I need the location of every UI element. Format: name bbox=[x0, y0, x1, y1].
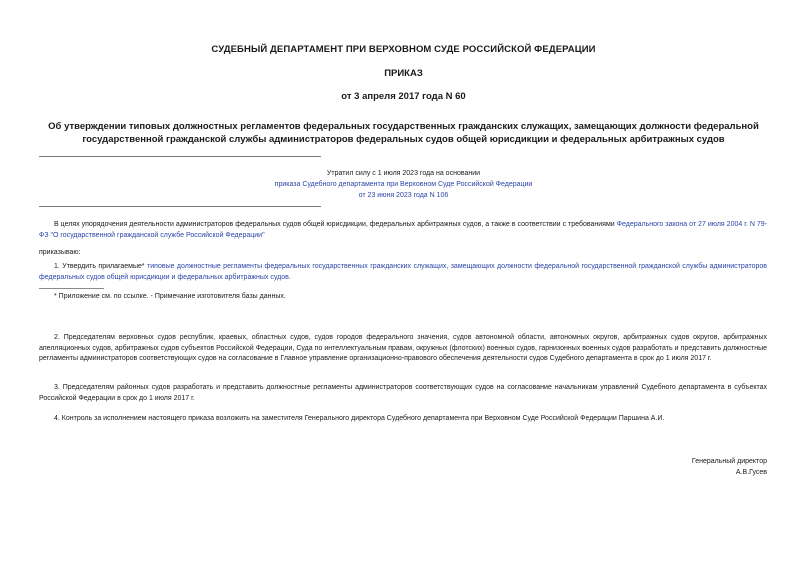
signature-block bbox=[567, 456, 767, 478]
document-date-number: от 3 апреля 2017 года N 60 bbox=[341, 91, 466, 102]
item-2-paragraph: 2. Председателям верховных судов республик, краевых, областных судов, судов городов федерального значения, судов автономной области, автономных округов, арбитражных судов округов, арбитражных апелляционных судов, арбитражных судов субъектов Российской Федерации, Суда по интеллектуальным правам, окружных (флотских) военных судов, гарнизонных военных судов разработать и представить должностные регламенты администраторов соответствующих судов на согласование в Главное управление организационно-правового обеспечения деятельности судов Судебного департамента в срок до 1 июля 2017 г. bbox=[39, 334, 767, 362]
repeal-order-link[interactable]: приказа Судебного департамента при Верховном Суде Российской Федерации от 23 июня 2023 года N 106 bbox=[274, 181, 533, 199]
footnote-rule bbox=[39, 288, 104, 289]
federal-law-link[interactable]: Федерального закона от 27 июля 2004 г. N 79-ФЗ "О государственной гражданской службе Российской Федерации" bbox=[39, 221, 767, 239]
title-line-1: Об утверждении типовых должностных регламентов федеральных государственных гражданских служащих, замещающих должности федеральной bbox=[48, 121, 759, 132]
divider-bottom bbox=[39, 206, 321, 207]
signatory-position: Генеральный директор bbox=[691, 458, 767, 465]
footnote-text: * Приложение см. по ссылке. - Примечание изготовителя базы данных. bbox=[54, 293, 286, 300]
order-word: приказываю: bbox=[39, 249, 81, 256]
organization-heading: СУДЕБНЫЙ ДЕПАРТАМЕНТ ПРИ ВЕРХОВНОМ СУДЕ РОССИЙСКОЙ ФЕДЕРАЦИИ bbox=[211, 44, 596, 55]
document-title bbox=[0, 120, 807, 146]
document-type: ПРИКАЗ bbox=[384, 68, 423, 79]
status-note-text: Утратил силу с 1 июля 2023 года на основании bbox=[326, 170, 481, 177]
title-line-2: государственной гражданской службы администраторов федеральных судов общей юрисдикции и федеральных арбитражных судов bbox=[82, 134, 725, 145]
item-3-paragraph: 3. Председателям районных судов разработать и представить должностные регламенты администраторов соответствующих судов на согласование начальникам управлений Судебного департамента в субъектах Российской Федерации в срок до 1 июля 2017 г. bbox=[39, 384, 767, 402]
preamble-paragraph: В целях упорядочения деятельности администраторов федеральных судов общей юрисдикции, федеральных арбитражных судов, а также в соответствии с требованиями Федерального закона от 27 июля 2004 г. N 79-ФЗ "О государственной гражданской службе Российской Федерации" bbox=[39, 221, 767, 239]
item-4-paragraph: 4. Контроль за исполнением настоящего приказа возложить на заместителя Генерального директора Судебного департамента при Верховном Суде Российской Федерации Паршина А.И. bbox=[54, 415, 665, 422]
status-note bbox=[0, 168, 807, 201]
regulations-link[interactable]: типовые должностные регламенты федеральных государственных гражданских служащих, замещающих должности федеральной государственной гражданской службы администраторов федеральных судов общей юрисдикции и федеральных арбитражных судов bbox=[39, 263, 768, 281]
item-1-paragraph: 1. Утвердить прилагаемые* типовые должностные регламенты федеральных государственных гражданских служащих, замещающих должности федеральной государственной гражданской службы администраторов федеральных судов общей юрисдикции и федеральных арбитражных судов. bbox=[39, 263, 768, 281]
divider-top bbox=[39, 156, 321, 157]
signatory-name: А.В.Гусев bbox=[735, 469, 767, 476]
